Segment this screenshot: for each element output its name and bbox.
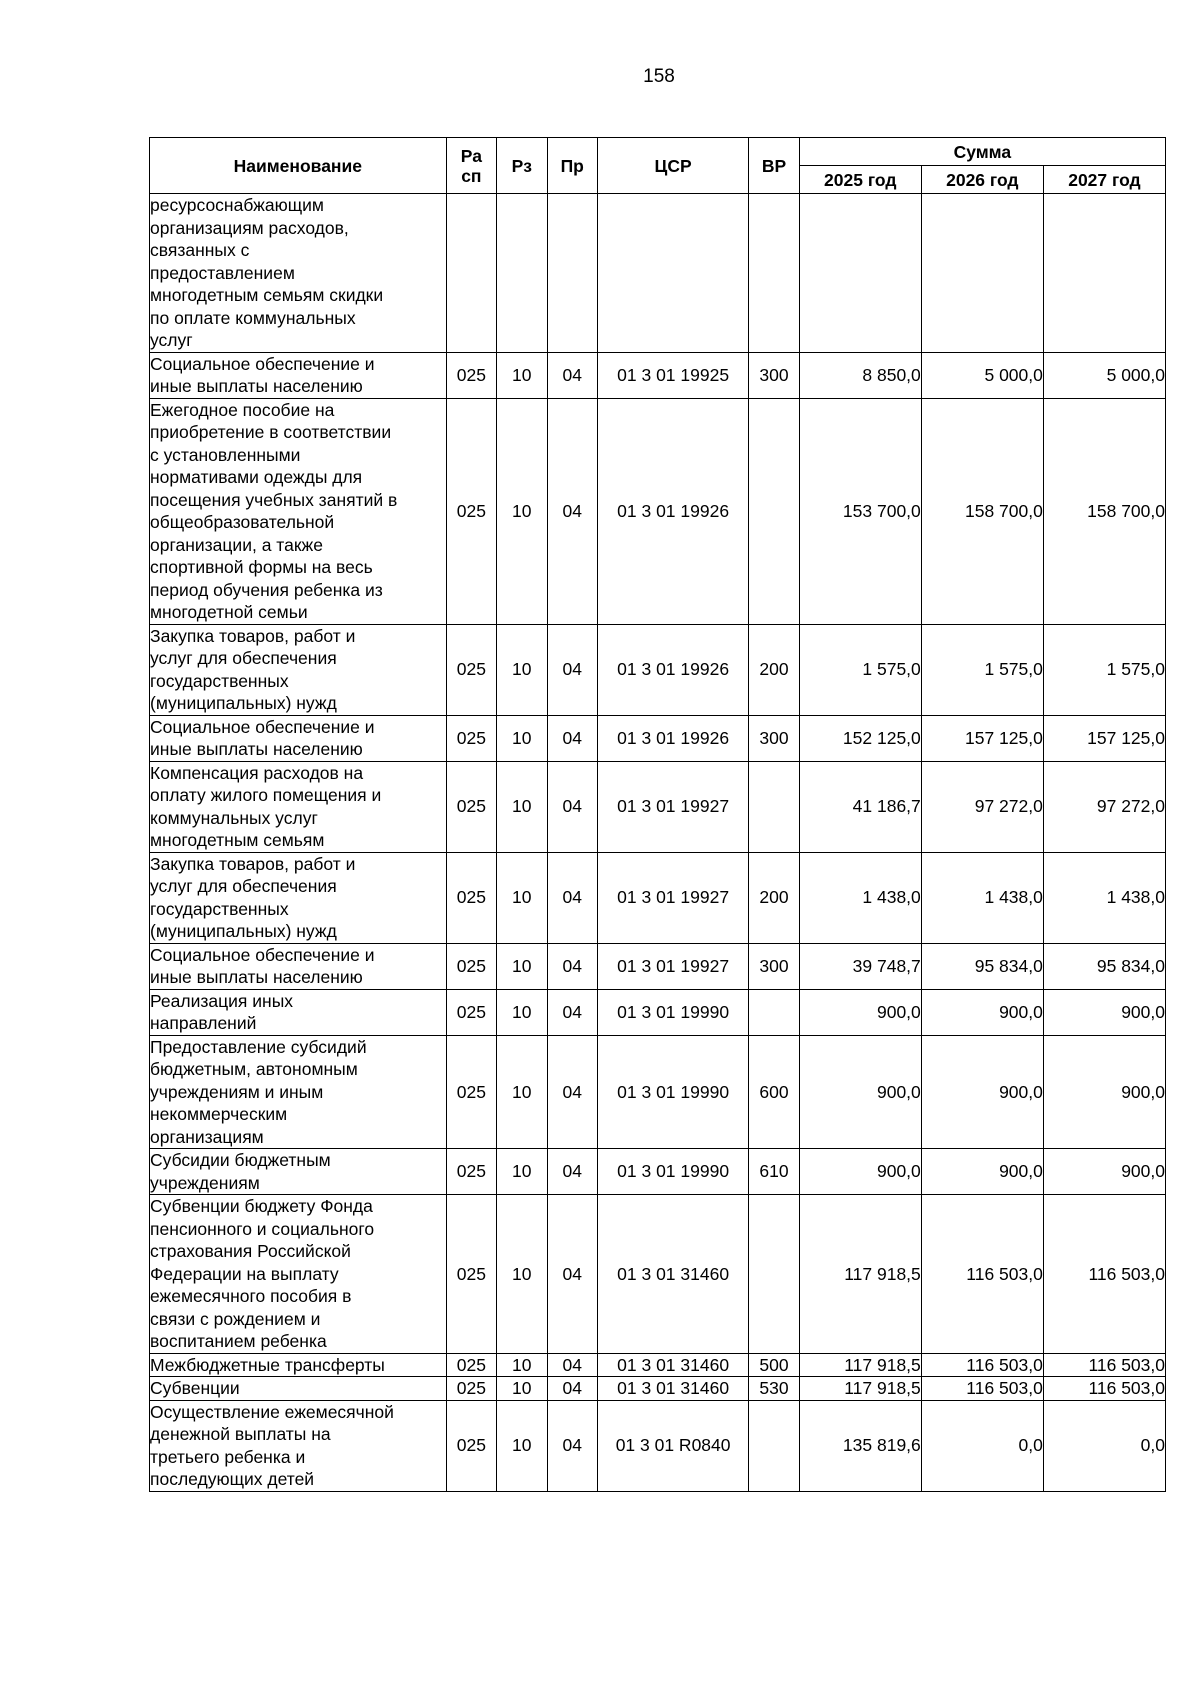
cell-2027: 157 125,0 <box>1043 715 1165 761</box>
table-row <box>150 352 1166 398</box>
cell-rz: 10 <box>497 1353 547 1377</box>
cell-csr: 01 3 01 19990 <box>597 1149 748 1195</box>
cell-2026: 5 000,0 <box>921 352 1043 398</box>
cell-2025: 153 700,0 <box>799 398 921 624</box>
cell-2025: 117 918,5 <box>799 1353 921 1377</box>
cell-2025: 8 850,0 <box>799 352 921 398</box>
cell-2025: 135 819,6 <box>799 1400 921 1491</box>
cell-name: ресурсоснабжающим организациям расходов, связанных с предоставлением многодетным семьям скидки по оплате коммунальных услуг <box>150 194 447 353</box>
cell-2026: 116 503,0 <box>921 1377 1043 1401</box>
cell-csr: 01 3 01 R0840 <box>597 1400 748 1491</box>
cell-rz: 10 <box>497 352 547 398</box>
header-pr: Пр <box>547 138 597 194</box>
cell-pr: 04 <box>547 989 597 1035</box>
cell-2025: 117 918,5 <box>799 1377 921 1401</box>
cell-csr: 01 3 01 19990 <box>597 1035 748 1149</box>
cell-2027: 900,0 <box>1043 1035 1165 1149</box>
cell-rasp: 025 <box>446 1149 496 1195</box>
cell-rasp: 025 <box>446 1400 496 1491</box>
cell-2027: 5 000,0 <box>1043 352 1165 398</box>
cell-vr <box>749 1400 799 1491</box>
header-csr: ЦСР <box>597 138 748 194</box>
table-row <box>150 1035 1166 1149</box>
cell-csr: 01 3 01 19926 <box>597 398 748 624</box>
cell-pr: 04 <box>547 352 597 398</box>
cell-csr: 01 3 01 19925 <box>597 352 748 398</box>
cell-2026: 95 834,0 <box>921 943 1043 989</box>
cell-rz <box>497 194 547 353</box>
header-year-2026: 2026 год <box>921 166 1043 194</box>
cell-2027: 1 575,0 <box>1043 624 1165 715</box>
cell-pr: 04 <box>547 761 597 852</box>
cell-2025: 900,0 <box>799 1035 921 1149</box>
cell-csr: 01 3 01 19926 <box>597 624 748 715</box>
cell-rasp: 025 <box>446 943 496 989</box>
cell-2026: 158 700,0 <box>921 398 1043 624</box>
cell-rz: 10 <box>497 1149 547 1195</box>
cell-csr: 01 3 01 31460 <box>597 1195 748 1354</box>
cell-2025: 1 438,0 <box>799 852 921 943</box>
cell-vr: 200 <box>749 624 799 715</box>
cell-2026: 157 125,0 <box>921 715 1043 761</box>
cell-pr: 04 <box>547 943 597 989</box>
header-rasp <box>446 138 496 194</box>
cell-vr: 600 <box>749 1035 799 1149</box>
cell-csr: 01 3 01 19990 <box>597 989 748 1035</box>
cell-name: Предоставление субсидий бюджетным, автономным учреждениям и иным некоммерческим организациям <box>150 1035 447 1149</box>
header-rz: Рз <box>497 138 547 194</box>
cell-vr: 300 <box>749 715 799 761</box>
cell-rz: 10 <box>497 715 547 761</box>
cell-pr: 04 <box>547 715 597 761</box>
page-number: 158 <box>643 66 675 87</box>
cell-csr: 01 3 01 19927 <box>597 761 748 852</box>
cell-pr: 04 <box>547 852 597 943</box>
cell-name: Осуществление ежемесячной денежной выплаты на третьего ребенка и последующих детей <box>150 1400 447 1491</box>
cell-2027: 1 438,0 <box>1043 852 1165 943</box>
cell-2026: 97 272,0 <box>921 761 1043 852</box>
cell-vr <box>749 1195 799 1354</box>
header-name: Наименование <box>150 138 447 194</box>
cell-rz: 10 <box>497 1400 547 1491</box>
header-year-2025: 2025 год <box>799 166 921 194</box>
cell-2026: 900,0 <box>921 1149 1043 1195</box>
cell-2026: 900,0 <box>921 989 1043 1035</box>
cell-rasp: 025 <box>446 852 496 943</box>
cell-2025: 900,0 <box>799 989 921 1035</box>
cell-2027: 97 272,0 <box>1043 761 1165 852</box>
cell-2025 <box>799 194 921 353</box>
cell-2025: 1 575,0 <box>799 624 921 715</box>
cell-rasp: 025 <box>446 989 496 1035</box>
cell-2026: 116 503,0 <box>921 1195 1043 1354</box>
cell-vr <box>749 989 799 1035</box>
cell-vr <box>749 398 799 624</box>
cell-2026: 116 503,0 <box>921 1353 1043 1377</box>
cell-2025: 39 748,7 <box>799 943 921 989</box>
cell-2026 <box>921 194 1043 353</box>
cell-2025: 117 918,5 <box>799 1195 921 1354</box>
cell-2025: 152 125,0 <box>799 715 921 761</box>
cell-2026: 0,0 <box>921 1400 1043 1491</box>
cell-2027: 900,0 <box>1043 989 1165 1035</box>
header-row <box>150 138 1166 166</box>
cell-rasp: 025 <box>446 1377 496 1401</box>
cell-2027: 0,0 <box>1043 1400 1165 1491</box>
cell-name: Реализация иных направлений <box>150 989 447 1035</box>
cell-pr <box>547 194 597 353</box>
table-row <box>150 715 1166 761</box>
header-rasp-line1: Ра <box>460 145 482 166</box>
cell-name: Социальное обеспечение и иные выплаты населению <box>150 352 447 398</box>
table-row <box>150 1400 1166 1491</box>
cell-rasp: 025 <box>446 398 496 624</box>
cell-2027: 158 700,0 <box>1043 398 1165 624</box>
cell-vr <box>749 761 799 852</box>
cell-pr: 04 <box>547 398 597 624</box>
cell-2025: 41 186,7 <box>799 761 921 852</box>
cell-2027: 95 834,0 <box>1043 943 1165 989</box>
cell-rasp: 025 <box>446 761 496 852</box>
table-row <box>150 1195 1166 1354</box>
header-sum: Сумма <box>799 138 1165 166</box>
cell-2026: 1 438,0 <box>921 852 1043 943</box>
cell-name: Социальное обеспечение и иные выплаты населению <box>150 943 447 989</box>
cell-rasp <box>446 194 496 353</box>
cell-pr: 04 <box>547 1195 597 1354</box>
cell-name: Субсидии бюджетным учреждениям <box>150 1149 447 1195</box>
table-row <box>150 194 1166 353</box>
cell-rz: 10 <box>497 1377 547 1401</box>
cell-rz: 10 <box>497 852 547 943</box>
cell-2026: 1 575,0 <box>921 624 1043 715</box>
cell-pr: 04 <box>547 1400 597 1491</box>
cell-name: Закупка товаров, работ и услуг для обеспечения государственных (муниципальных) нужд <box>150 624 447 715</box>
cell-rasp: 025 <box>446 1195 496 1354</box>
cell-pr: 04 <box>547 624 597 715</box>
table-row <box>150 943 1166 989</box>
cell-2027: 116 503,0 <box>1043 1377 1165 1401</box>
cell-rz: 10 <box>497 624 547 715</box>
table-body <box>150 194 1166 1492</box>
cell-vr: 200 <box>749 852 799 943</box>
cell-csr <box>597 194 748 353</box>
header-vr: ВР <box>749 138 799 194</box>
cell-rasp: 025 <box>446 352 496 398</box>
cell-rasp: 025 <box>446 715 496 761</box>
header-rasp-line2: сп <box>461 165 482 186</box>
cell-2027: 116 503,0 <box>1043 1353 1165 1377</box>
cell-2026: 900,0 <box>921 1035 1043 1149</box>
table-row <box>150 761 1166 852</box>
cell-rasp: 025 <box>446 624 496 715</box>
cell-csr: 01 3 01 19926 <box>597 715 748 761</box>
table-row <box>150 624 1166 715</box>
cell-rasp: 025 <box>446 1353 496 1377</box>
cell-rz: 10 <box>497 1035 547 1149</box>
cell-vr <box>749 194 799 353</box>
cell-rz: 10 <box>497 943 547 989</box>
cell-vr: 500 <box>749 1353 799 1377</box>
cell-2027 <box>1043 194 1165 353</box>
cell-2027: 900,0 <box>1043 1149 1165 1195</box>
cell-name: Закупка товаров, работ и услуг для обеспечения государственных (муниципальных) нужд <box>150 852 447 943</box>
cell-name: Ежегодное пособие на приобретение в соответствии с установленными нормативами одежды для посещения учебных занятий в общеобразовательной организации, а также спортивной формы на весь период обучения ребенка из многодетной семьи <box>150 398 447 624</box>
cell-csr: 01 3 01 19927 <box>597 943 748 989</box>
cell-2027: 116 503,0 <box>1043 1195 1165 1354</box>
cell-csr: 01 3 01 19927 <box>597 852 748 943</box>
cell-name: Социальное обеспечение и иные выплаты населению <box>150 715 447 761</box>
cell-rz: 10 <box>497 398 547 624</box>
cell-rz: 10 <box>497 761 547 852</box>
cell-pr: 04 <box>547 1377 597 1401</box>
budget-table <box>149 137 1166 1492</box>
table-row <box>150 989 1166 1035</box>
table-row <box>150 398 1166 624</box>
table-row <box>150 852 1166 943</box>
cell-vr: 300 <box>749 352 799 398</box>
table-row <box>150 1149 1166 1195</box>
cell-csr: 01 3 01 31460 <box>597 1377 748 1401</box>
table-row <box>150 1377 1166 1401</box>
cell-pr: 04 <box>547 1035 597 1149</box>
cell-pr: 04 <box>547 1353 597 1377</box>
cell-2025: 900,0 <box>799 1149 921 1195</box>
cell-rasp: 025 <box>446 1035 496 1149</box>
cell-vr: 300 <box>749 943 799 989</box>
cell-name: Субвенции бюджету Фонда пенсионного и социального страхования Российской Федерации на выплату ежемесячного пособия в связи с рождением и воспитанием ребенка <box>150 1195 447 1354</box>
cell-name: Компенсация расходов на оплату жилого помещения и коммунальных услуг многодетным семьям <box>150 761 447 852</box>
cell-vr: 610 <box>749 1149 799 1195</box>
table-row <box>150 1353 1166 1377</box>
cell-csr: 01 3 01 31460 <box>597 1353 748 1377</box>
cell-rz: 10 <box>497 989 547 1035</box>
cell-name: Межбюджетные трансферты <box>150 1353 447 1377</box>
cell-name: Субвенции <box>150 1377 447 1401</box>
cell-vr: 530 <box>749 1377 799 1401</box>
header-year-2027: 2027 год <box>1043 166 1165 194</box>
cell-rz: 10 <box>497 1195 547 1354</box>
cell-pr: 04 <box>547 1149 597 1195</box>
